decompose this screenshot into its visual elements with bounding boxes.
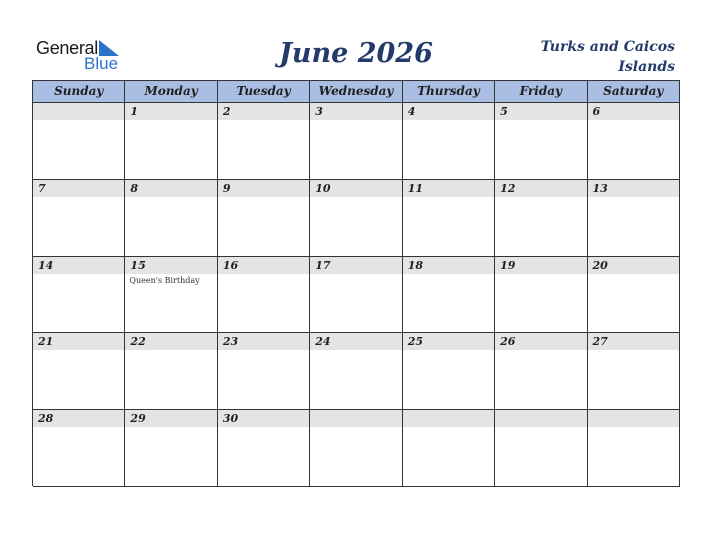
day-number: 2 [222, 105, 231, 118]
day-number: 20 [592, 258, 608, 272]
day-cell [588, 103, 680, 180]
weekday-friday: Friday [495, 81, 587, 103]
day-number: 6 [592, 105, 601, 118]
day-number: 23 [222, 335, 239, 349]
page-title: June 2026 [279, 38, 433, 69]
day-cell [125, 103, 217, 180]
weekday-saturday: Saturday [588, 81, 680, 103]
week-row [33, 257, 680, 334]
day-cell [495, 103, 587, 180]
day-number: 8 [130, 181, 139, 195]
day-cell [125, 410, 217, 487]
day-cell [218, 333, 310, 410]
weekday-sunday: Sunday [33, 81, 125, 103]
week-row [33, 103, 680, 180]
day-number: 14 [38, 258, 54, 272]
day-cell [218, 180, 310, 257]
weekday-monday: Monday [125, 81, 217, 103]
weekday-header-row [33, 81, 680, 103]
day-cell [403, 180, 495, 257]
day-number: 16 [222, 258, 239, 272]
day-cell [403, 410, 495, 487]
day-number: 24 [315, 335, 331, 349]
region-line-1: Turks and Caicos [540, 39, 675, 55]
day-cell [33, 180, 125, 257]
day-cell [310, 410, 402, 487]
day-cell [33, 103, 125, 180]
day-cell [588, 257, 680, 334]
day-number: 29 [130, 412, 146, 426]
day-cell [125, 180, 217, 257]
day-number: 18 [407, 258, 423, 272]
day-cell [310, 257, 402, 334]
day-cell [495, 257, 587, 334]
day-cell [33, 257, 125, 334]
day-cell [403, 103, 495, 180]
day-cell [125, 257, 217, 334]
day-number: 7 [38, 181, 46, 195]
weekday-thursday: Thursday [403, 81, 495, 103]
day-cell [310, 333, 402, 410]
day-cell [125, 333, 217, 410]
day-number: 1 [130, 105, 139, 118]
calendar-grid [32, 80, 680, 486]
day-number: 4 [407, 105, 416, 118]
day-cell [588, 410, 680, 487]
day-number: 26 [500, 335, 516, 349]
day-cell [495, 410, 587, 487]
day-cell [403, 257, 495, 334]
day-cell [495, 333, 587, 410]
day-number: 13 [592, 181, 608, 195]
week-row [33, 180, 680, 257]
day-number: 5 [500, 105, 508, 118]
day-cell [310, 180, 402, 257]
region-label [515, 37, 675, 77]
logo-blue-text: Blue [84, 54, 119, 73]
day-number: 3 [315, 105, 323, 118]
day-number: 30 [222, 412, 239, 426]
day-number: 25 [407, 335, 423, 349]
day-cell [218, 257, 310, 334]
logo-general-text: General [36, 38, 98, 58]
day-cell [33, 333, 125, 410]
day-number: 15 [130, 258, 146, 272]
day-cell [403, 333, 495, 410]
weekday-wednesday: Wednesday [310, 81, 402, 103]
day-number: 11 [407, 181, 423, 195]
day-cell [218, 103, 310, 180]
weekday-tuesday: Tuesday [218, 81, 310, 103]
day-cell [33, 410, 125, 487]
day-cell [588, 180, 680, 257]
day-cell [218, 410, 310, 487]
day-number: 22 [130, 335, 146, 349]
day-number: 12 [500, 181, 516, 195]
region-line-2: Islands [618, 59, 675, 75]
day-cell [310, 103, 402, 180]
week-row [33, 410, 680, 487]
week-row [33, 333, 680, 410]
day-cell [495, 180, 587, 257]
day-number: 10 [315, 181, 331, 195]
day-number: 19 [500, 258, 516, 272]
day-number: 21 [38, 335, 54, 349]
day-number: 27 [592, 335, 608, 349]
day-number: 9 [222, 181, 231, 195]
day-number: 17 [315, 258, 331, 272]
holiday-label: Queen's Birthday [129, 275, 200, 285]
day-number: 28 [38, 412, 54, 426]
day-cell [588, 333, 680, 410]
